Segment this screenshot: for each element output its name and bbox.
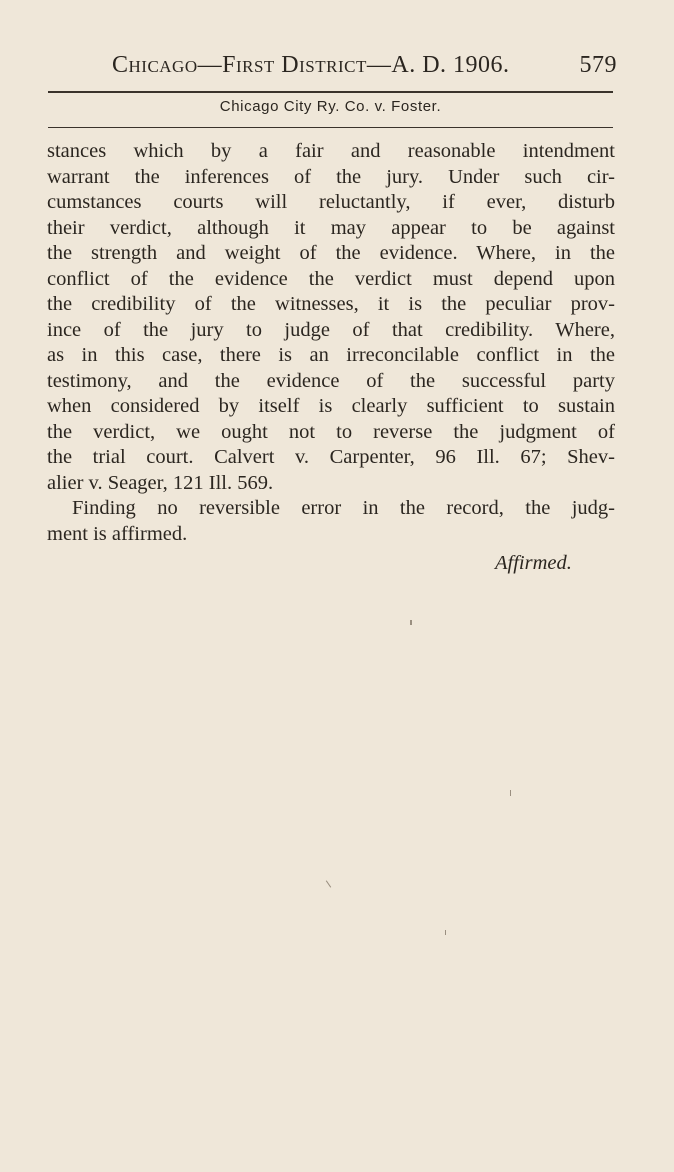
running-head-title: Chicago—First District—A. D. 1906. xyxy=(112,52,510,78)
text-line: their verdict, although it may appear to be against xyxy=(47,216,615,239)
paper-speck xyxy=(445,930,446,935)
text-line: stances which by a fair and reasonable intendment xyxy=(47,140,615,162)
text-line: testimony, and the evidence of the successful party xyxy=(47,369,615,392)
text-line: Finding no reversible error in the record, the judg- xyxy=(72,497,615,519)
text-line: ment is affirmed. xyxy=(47,522,188,545)
running-head xyxy=(112,52,617,82)
text-line: the strength and weight of the evidence. Where, in the xyxy=(47,242,615,264)
paper-speck xyxy=(510,790,511,796)
text-line: the trial court. Calvert v. Carpenter, 96 Ill. 67; Shev- xyxy=(47,446,615,468)
case-title: Chicago City Ry. Co. v. Foster. xyxy=(219,98,442,115)
header-rule-top xyxy=(48,91,613,93)
text-line: ince of the jury to judge of that credibility. Where, xyxy=(47,318,615,341)
text-line: the verdict, we ought not to reverse the judgment of xyxy=(47,420,615,443)
disposition-affirmed: Affirmed. xyxy=(495,552,572,574)
paper-speck xyxy=(326,880,331,887)
paragraph-2 xyxy=(47,496,615,547)
text-line: cumstances courts will reluctantly, if ever, disturb xyxy=(47,191,615,213)
page-number: 579 xyxy=(579,52,617,78)
text-line: the credibility of the witnesses, it is the peculiar prov- xyxy=(47,293,615,315)
text-line: when considered by itself is clearly sufficient to sustain xyxy=(47,395,615,417)
opinion-body xyxy=(47,139,615,547)
paper-speck xyxy=(410,620,412,625)
text-line: conflict of the evidence the verdict must depend upon xyxy=(47,267,615,290)
text-line: warrant the inferences of the jury. Under such cir- xyxy=(47,165,615,188)
paragraph-1 xyxy=(47,139,615,496)
header-rule-bottom xyxy=(48,127,613,128)
text-line: alier v. Seager, 121 Ill. 569. xyxy=(47,471,274,494)
text-line: as in this case, there is an irreconcilable conflict in the xyxy=(47,344,615,366)
